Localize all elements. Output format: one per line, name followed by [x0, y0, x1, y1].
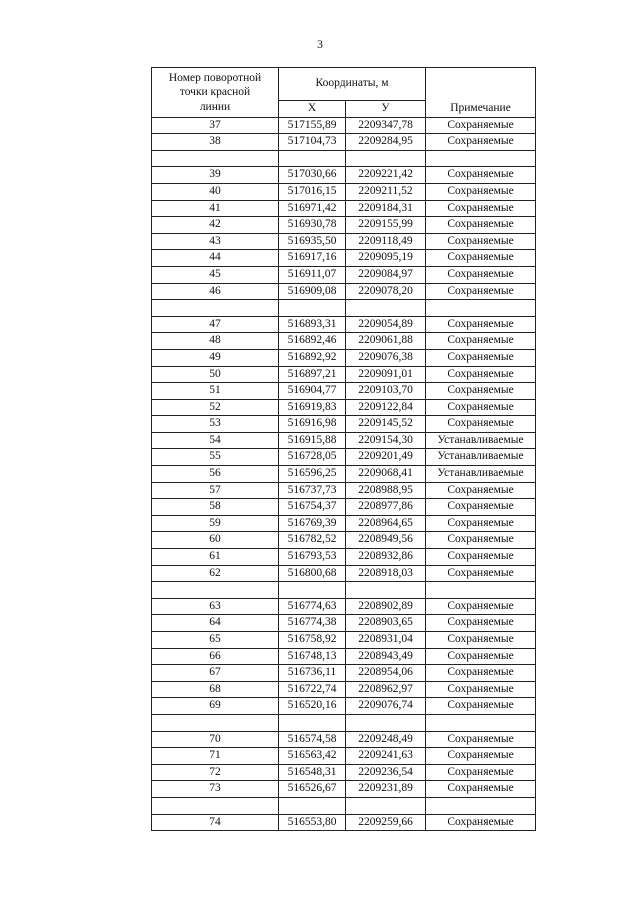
empty-cell	[152, 300, 279, 317]
y-coordinate-cell: 2209118,49	[346, 233, 426, 250]
point-number-cell: 61	[152, 549, 279, 566]
table-row	[152, 615, 536, 632]
note-cell: Сохраняемые	[426, 183, 536, 200]
x-coordinate-cell: 516892,92	[279, 349, 346, 366]
x-coordinate-cell: 516800,68	[279, 565, 346, 582]
note-cell: Сохраняемые	[426, 665, 536, 682]
x-coordinate-cell: 516911,07	[279, 266, 346, 283]
header-y: У	[346, 101, 426, 118]
x-coordinate-cell: 516892,46	[279, 333, 346, 350]
x-coordinate-cell: 516774,38	[279, 615, 346, 632]
table-row	[152, 665, 536, 682]
table-row	[152, 748, 536, 765]
y-coordinate-cell: 2208902,89	[346, 598, 426, 615]
empty-cell	[426, 150, 536, 167]
note-cell: Сохраняемые	[426, 615, 536, 632]
header-x: X	[279, 101, 346, 118]
y-coordinate-cell: 2209211,52	[346, 183, 426, 200]
note-cell: Сохраняемые	[426, 217, 536, 234]
x-coordinate-cell: 516748,13	[279, 648, 346, 665]
note-cell: Сохраняемые	[426, 632, 536, 649]
y-coordinate-cell: 2209248,49	[346, 731, 426, 748]
table-row	[152, 399, 536, 416]
point-number-cell: 65	[152, 632, 279, 649]
note-cell: Сохраняемые	[426, 416, 536, 433]
y-coordinate-cell: 2209259,66	[346, 814, 426, 831]
y-coordinate-cell: 2209103,70	[346, 383, 426, 400]
x-coordinate-cell: 517016,15	[279, 183, 346, 200]
y-coordinate-cell: 2209095,19	[346, 250, 426, 267]
point-number-cell: 70	[152, 731, 279, 748]
y-coordinate-cell: 2208962,97	[346, 681, 426, 698]
empty-cell	[279, 714, 346, 731]
table-row	[152, 764, 536, 781]
y-coordinate-cell: 2208932,86	[346, 549, 426, 566]
y-coordinate-cell: 2209091,01	[346, 366, 426, 383]
empty-cell	[346, 714, 426, 731]
y-coordinate-cell: 2209076,74	[346, 698, 426, 715]
y-coordinate-cell: 2209184,31	[346, 200, 426, 217]
header-point-line1: Номер поворотной	[168, 71, 262, 84]
table-row	[152, 466, 536, 483]
table-row	[152, 233, 536, 250]
header-point-number	[152, 68, 279, 118]
note-cell: Устанавливаемые	[426, 466, 536, 483]
table-row	[152, 565, 536, 582]
table-row	[152, 549, 536, 566]
point-number-cell: 41	[152, 200, 279, 217]
x-coordinate-cell: 517030,66	[279, 167, 346, 184]
note-cell: Сохраняемые	[426, 283, 536, 300]
table-row	[152, 333, 536, 350]
table-row	[152, 366, 536, 383]
point-number-cell: 51	[152, 383, 279, 400]
y-coordinate-cell: 2208903,65	[346, 615, 426, 632]
table-row	[152, 183, 536, 200]
note-cell: Сохраняемые	[426, 316, 536, 333]
y-coordinate-cell: 2209084,97	[346, 266, 426, 283]
point-number-cell: 38	[152, 134, 279, 151]
x-coordinate-cell: 516553,80	[279, 814, 346, 831]
point-number-cell: 56	[152, 466, 279, 483]
empty-cell	[152, 714, 279, 731]
point-number-cell: 40	[152, 183, 279, 200]
note-cell: Устанавливаемые	[426, 449, 536, 466]
y-coordinate-cell: 2208988,95	[346, 482, 426, 499]
note-cell: Сохраняемые	[426, 814, 536, 831]
y-coordinate-cell: 2209155,99	[346, 217, 426, 234]
empty-cell	[279, 150, 346, 167]
table-row	[152, 266, 536, 283]
y-coordinate-cell: 2208943,49	[346, 648, 426, 665]
empty-cell	[279, 300, 346, 317]
point-number-cell: 49	[152, 349, 279, 366]
note-cell: Сохраняемые	[426, 134, 536, 151]
y-coordinate-cell: 2208964,65	[346, 515, 426, 532]
note-cell: Сохраняемые	[426, 250, 536, 267]
x-coordinate-cell: 516754,37	[279, 499, 346, 516]
x-coordinate-cell: 516758,92	[279, 632, 346, 649]
x-coordinate-cell: 516916,98	[279, 416, 346, 433]
empty-cell	[152, 797, 279, 814]
point-number-cell: 42	[152, 217, 279, 234]
table-row	[152, 316, 536, 333]
point-number-cell: 69	[152, 698, 279, 715]
table-body	[152, 117, 536, 831]
point-number-cell: 47	[152, 316, 279, 333]
point-number-cell: 63	[152, 598, 279, 615]
point-number-cell: 59	[152, 515, 279, 532]
note-cell: Сохраняемые	[426, 366, 536, 383]
empty-cell	[346, 582, 426, 599]
empty-cell	[152, 582, 279, 599]
table-row	[152, 283, 536, 300]
y-coordinate-cell: 2209284,95	[346, 134, 426, 151]
y-coordinate-cell: 2209236,54	[346, 764, 426, 781]
x-coordinate-cell: 516774,63	[279, 598, 346, 615]
y-coordinate-cell: 2208931,04	[346, 632, 426, 649]
point-number-cell: 66	[152, 648, 279, 665]
note-cell: Сохраняемые	[426, 681, 536, 698]
point-number-cell: 46	[152, 283, 279, 300]
point-number-cell: 48	[152, 333, 279, 350]
note-cell: Устанавливаемые	[426, 432, 536, 449]
table-row	[152, 814, 536, 831]
y-coordinate-cell: 2209221,42	[346, 167, 426, 184]
y-coordinate-cell: 2208977,86	[346, 499, 426, 516]
x-coordinate-cell: 516917,16	[279, 250, 346, 267]
note-cell: Сохраняемые	[426, 731, 536, 748]
coordinates-table	[151, 67, 536, 831]
x-coordinate-cell: 516793,53	[279, 549, 346, 566]
x-coordinate-cell: 516935,50	[279, 233, 346, 250]
table-row	[152, 532, 536, 549]
x-coordinate-cell: 516893,31	[279, 316, 346, 333]
point-number-cell: 45	[152, 266, 279, 283]
table-row	[152, 598, 536, 615]
x-coordinate-cell: 516728,05	[279, 449, 346, 466]
table-row-blank	[152, 582, 536, 599]
table-row	[152, 250, 536, 267]
point-number-cell: 68	[152, 681, 279, 698]
note-cell: Сохраняемые	[426, 499, 536, 516]
note-cell: Сохраняемые	[426, 515, 536, 532]
x-coordinate-cell: 516596,25	[279, 466, 346, 483]
point-number-cell: 54	[152, 432, 279, 449]
point-number-cell: 74	[152, 814, 279, 831]
point-number-cell: 64	[152, 615, 279, 632]
x-coordinate-cell: 516897,21	[279, 366, 346, 383]
note-cell: Сохраняемые	[426, 233, 536, 250]
note-cell: Сохраняемые	[426, 349, 536, 366]
table-row	[152, 499, 536, 516]
empty-cell	[346, 300, 426, 317]
table-row	[152, 432, 536, 449]
note-cell: Сохраняемые	[426, 598, 536, 615]
table-row	[152, 416, 536, 433]
x-coordinate-cell: 517104,73	[279, 134, 346, 151]
note-cell: Сохраняемые	[426, 266, 536, 283]
y-coordinate-cell: 2209154,30	[346, 432, 426, 449]
table-row	[152, 167, 536, 184]
table-row	[152, 117, 536, 134]
empty-cell	[152, 150, 279, 167]
table-row	[152, 349, 536, 366]
empty-cell	[346, 150, 426, 167]
y-coordinate-cell: 2209201,49	[346, 449, 426, 466]
note-cell: Сохраняемые	[426, 565, 536, 582]
note-cell: Сохраняемые	[426, 748, 536, 765]
table-row	[152, 383, 536, 400]
header-point-line3: линии	[199, 100, 231, 113]
empty-cell	[279, 797, 346, 814]
note-cell: Сохраняемые	[426, 549, 536, 566]
point-number-cell: 43	[152, 233, 279, 250]
empty-cell	[426, 714, 536, 731]
table-row	[152, 681, 536, 698]
x-coordinate-cell: 517155,89	[279, 117, 346, 134]
empty-cell	[426, 582, 536, 599]
point-number-cell: 67	[152, 665, 279, 682]
x-coordinate-cell: 516904,77	[279, 383, 346, 400]
y-coordinate-cell: 2209068,41	[346, 466, 426, 483]
y-coordinate-cell: 2208954,06	[346, 665, 426, 682]
note-cell: Сохраняемые	[426, 399, 536, 416]
table-row-blank	[152, 300, 536, 317]
y-coordinate-cell: 2209241,63	[346, 748, 426, 765]
x-coordinate-cell: 516737,73	[279, 482, 346, 499]
x-coordinate-cell: 516574,58	[279, 731, 346, 748]
note-cell: Сохраняемые	[426, 383, 536, 400]
x-coordinate-cell: 516915,88	[279, 432, 346, 449]
table-row-blank	[152, 150, 536, 167]
x-coordinate-cell: 516782,52	[279, 532, 346, 549]
table-row	[152, 698, 536, 715]
table-row-blank	[152, 714, 536, 731]
table-row	[152, 217, 536, 234]
y-coordinate-cell: 2209122,84	[346, 399, 426, 416]
note-cell: Сохраняемые	[426, 781, 536, 798]
x-coordinate-cell: 516520,16	[279, 698, 346, 715]
point-number-cell: 39	[152, 167, 279, 184]
point-number-cell: 57	[152, 482, 279, 499]
note-cell: Сохраняемые	[426, 167, 536, 184]
note-cell: Сохраняемые	[426, 482, 536, 499]
table-row-blank	[152, 797, 536, 814]
y-coordinate-cell: 2209231,89	[346, 781, 426, 798]
empty-cell	[279, 582, 346, 599]
x-coordinate-cell: 516548,31	[279, 764, 346, 781]
point-number-cell: 58	[152, 499, 279, 516]
y-coordinate-cell: 2208918,03	[346, 565, 426, 582]
y-coordinate-cell: 2209347,78	[346, 117, 426, 134]
x-coordinate-cell: 516526,67	[279, 781, 346, 798]
note-cell: Сохраняемые	[426, 333, 536, 350]
x-coordinate-cell: 516930,78	[279, 217, 346, 234]
page-number: 3	[317, 37, 323, 51]
note-cell: Сохраняемые	[426, 200, 536, 217]
table-row	[152, 632, 536, 649]
point-number-cell: 72	[152, 764, 279, 781]
point-number-cell: 55	[152, 449, 279, 466]
table-row	[152, 731, 536, 748]
table-row	[152, 482, 536, 499]
note-cell: Сохраняемые	[426, 648, 536, 665]
point-number-cell: 50	[152, 366, 279, 383]
y-coordinate-cell: 2209054,89	[346, 316, 426, 333]
empty-cell	[426, 300, 536, 317]
point-number-cell: 71	[152, 748, 279, 765]
point-number-cell: 37	[152, 117, 279, 134]
x-coordinate-cell: 516769,39	[279, 515, 346, 532]
y-coordinate-cell: 2209078,20	[346, 283, 426, 300]
x-coordinate-cell: 516919,83	[279, 399, 346, 416]
x-coordinate-cell: 516971,42	[279, 200, 346, 217]
empty-cell	[346, 797, 426, 814]
note-cell: Сохраняемые	[426, 764, 536, 781]
y-coordinate-cell: 2209145,52	[346, 416, 426, 433]
x-coordinate-cell: 516563,42	[279, 748, 346, 765]
point-number-cell: 62	[152, 565, 279, 582]
table-row	[152, 134, 536, 151]
y-coordinate-cell: 2209076,38	[346, 349, 426, 366]
note-cell: Сохраняемые	[426, 532, 536, 549]
table-row	[152, 200, 536, 217]
point-number-cell: 73	[152, 781, 279, 798]
empty-cell	[426, 797, 536, 814]
y-coordinate-cell: 2209061,88	[346, 333, 426, 350]
x-coordinate-cell: 516736,11	[279, 665, 346, 682]
x-coordinate-cell: 516909,08	[279, 283, 346, 300]
table-row	[152, 781, 536, 798]
y-coordinate-cell: 2208949,56	[346, 532, 426, 549]
x-coordinate-cell: 516722,74	[279, 681, 346, 698]
header-coordinates: Координаты, м	[279, 68, 426, 101]
point-number-cell: 60	[152, 532, 279, 549]
table-row	[152, 515, 536, 532]
header-note: Примечание	[426, 68, 536, 118]
table-row	[152, 449, 536, 466]
point-number-cell: 53	[152, 416, 279, 433]
point-number-cell: 52	[152, 399, 279, 416]
header-point-line2: точки красной	[179, 86, 251, 99]
note-cell: Сохраняемые	[426, 698, 536, 715]
note-cell: Сохраняемые	[426, 117, 536, 134]
point-number-cell: 44	[152, 250, 279, 267]
table-row	[152, 648, 536, 665]
